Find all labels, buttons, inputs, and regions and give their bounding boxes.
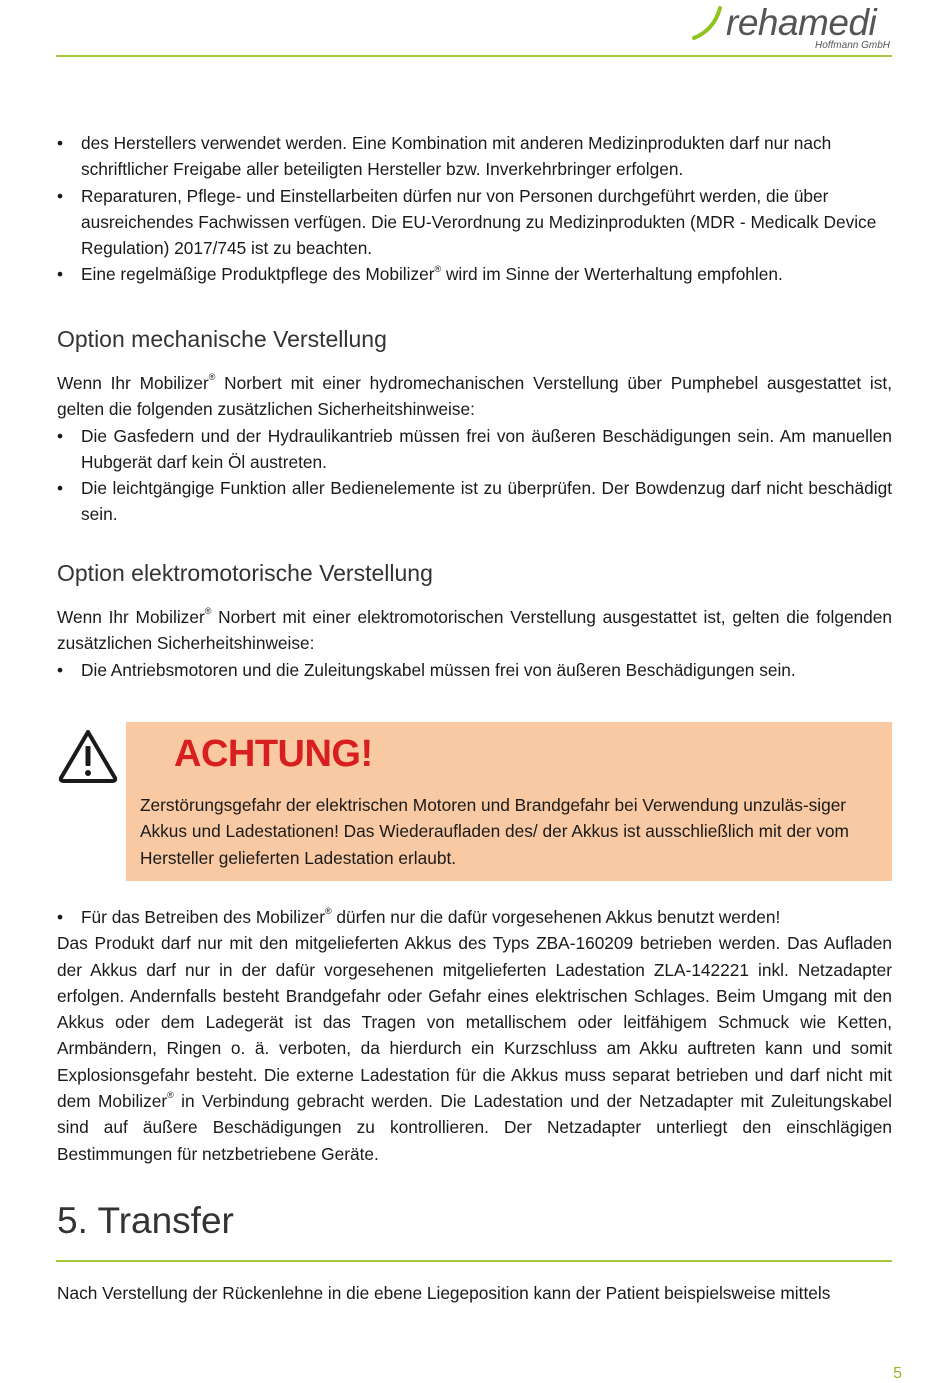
header-rule: [56, 55, 892, 57]
battery-paragraph: Das Produkt darf nur mit den mitgelieferten Akkus des Typs ZBA-160209 betrieben werden. Das Aufladen der Akkus darf nur in der dafür vorgesehenen mitgelieferten Ladestation ZLA-142221 inkl. Netzadapter erfolgen. Andernfalls besteht Brandgefahr oder Gefahr eines elektrischen Schlages. Beim Umgang mit den Akkus oder dem Ladegerät ist das Tragen von metallischem oder leitfähigem Schmuck wie Ketten, Armbändern, Ringen o. ä. verboten, da hierdurch ein Kurzschluss am Akku auftreten kann und somit Explosionsgefahr besteht. Die externe Ladestation für die Akkus muss separat betrieben und darf nicht mit dem Mobilizer® in Verbindung gebracht werden. Die Ladestation und der Netzadapter mit Zuleitungskabel sind auf äußere Beschädigungen zu kontrollieren. Der Netzadapter unterliegt den einschlägigen Bestimmungen für netzbetriebene Geräte.: [57, 933, 893, 1164]
company-logo: [690, 4, 890, 50]
list-item: • Die Gasfedern und der Hydraulikantrieb müssen frei von äußeren Beschädigungen sein. Am manuellen Hubgerät darf kein Öl austreten.: [57, 423, 892, 476]
electrical-paragraph: Wenn Ihr Mobilizer® Norbert mit einer elektromotorischen Verstellung ausgestattet ist, gelten die folgenden zusätzlichen Sicherheitshinweise:: [57, 606, 892, 654]
section-heading-electrical: Option elektromotorische Verstellung: [57, 560, 433, 586]
section-heading-mechanical: Option mechanische Verstellung: [57, 326, 387, 352]
mechanical-section: [57, 370, 892, 528]
electrical-bullet-list: [57, 657, 892, 683]
logo-text: rehamedi: [726, 2, 877, 43]
list-item: • Die leichtgängige Funktion aller Bedienelemente ist zu überprüfen. Der Bowdenzug darf nicht beschädigt sein.: [57, 475, 892, 528]
list-item: • Reparaturen, Pflege- und Einstellarbeiten dürfen nur von Personen durchgeführt werden, die über ausreichendes Fachwissen verfügen. Die EU-Verordnung zu Medizinprodukten (MDR - Medicalk Device Regulation) 2017/745 ist zu beachten.: [57, 183, 892, 262]
warning-text: Zerstörungsgefahr der elektrischen Motoren und Brandgefahr bei Verwendung unzuläs-siger Akkus und Ladestationen! Das Wiederaufladen des/ der Akkus ist ausschließlich mit der vom Hersteller gelieferten Ladestation erlaubt.: [140, 795, 849, 868]
mechanical-bullet-list: [57, 423, 892, 528]
section-rule: [56, 1260, 892, 1262]
list-item: • Eine regelmäßige Produktpflege des Mobilizer® wird im Sinne der Werterhaltung empfohlen.: [57, 261, 892, 287]
logo-swoosh-icon: [690, 4, 726, 44]
section-heading-transfer: 5. Transfer: [57, 1200, 234, 1241]
list-item: • Die Antriebsmotoren und die Zuleitungskabel müssen frei von äußeren Beschädigungen sein.: [57, 657, 892, 683]
mechanical-paragraph: Wenn Ihr Mobilizer® Norbert mit einer hydromechanischen Verstellung über Pumphebel ausgestattet ist, gelten die folgenden zusätzlichen Sicherheitshinweise:: [57, 372, 892, 420]
list-item: • des Herstellers verwendet werden. Eine Kombination mit anderen Medizinprodukten darf nur nach schriftlicher Freigabe aller beteiligten Hersteller bzw. Inverkehrbringer erfolgen.: [57, 130, 892, 183]
warning-triangle-icon: [57, 728, 119, 784]
warning-title: ACHTUNG!: [174, 733, 373, 775]
list-item: • Für das Betreiben des Mobilizer® dürfen nur die dafür vorgesehenen Akkus benutzt werden!: [57, 904, 892, 930]
warning-box: [126, 722, 892, 881]
page-number: 5: [893, 1365, 902, 1382]
electrical-section: [57, 604, 892, 683]
transfer-paragraph: Nach Verstellung der Rückenlehne in die ebene Liegeposition kann der Patient beispielsweise mittels: [57, 1283, 831, 1303]
logo-subtitle: Hoffmann GmbH: [814, 40, 890, 51]
intro-section: [57, 130, 892, 288]
intro-bullet-list: [57, 130, 892, 288]
battery-bullet-list: [57, 904, 892, 930]
battery-section: [57, 904, 892, 1167]
